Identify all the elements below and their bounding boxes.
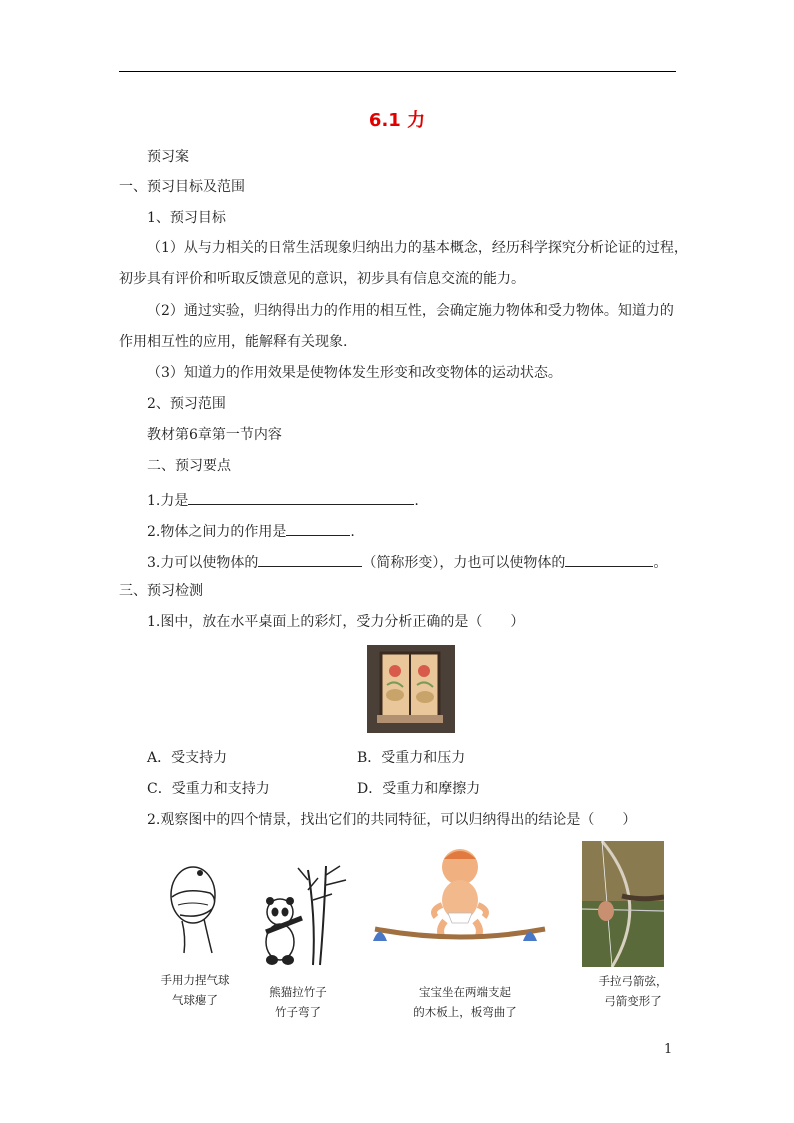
q2-prefix: 2.物体之间力的作用是 (147, 524, 287, 540)
caption-panda-2: 竹子弯了 (275, 1005, 321, 1019)
range-heading: 2、预习范围 (147, 396, 226, 412)
caption-baby-2: 的木板上，板弯曲了 (413, 1005, 517, 1019)
goal1-line2: 初步具有评价和听取反馈意见的意识，初步具有信息交流的能力。 (119, 271, 525, 287)
q3-middle: （简称形变），力也可以使物体的 (362, 555, 566, 571)
caption-balloon-2: 气球瘪了 (172, 993, 218, 1007)
caption-panda-1: 熊猫拉竹子 (269, 985, 327, 999)
question-line-2 (147, 519, 355, 542)
q3-suffix: 。 (653, 555, 668, 571)
baby-board-image (370, 845, 550, 955)
part3-heading: 三、预习检测 (119, 583, 203, 599)
goal3: （3）知道力的作用效果是使物体发生形变和改变物体的运动状态。 (147, 365, 562, 381)
goal1-line1: （1）从与力相关的日常生活现象归纳出力的基本概念，经历科学探究分析论证的过程， (147, 240, 688, 256)
panda-bamboo-image (258, 860, 358, 970)
q1-prefix: 1.力是 (147, 493, 189, 509)
option-c: C．受重力和支持力 (147, 781, 270, 797)
check-q1: 1.图中，放在水平桌面上的彩灯，受力分析正确的是（ ） (147, 614, 525, 630)
range-text: 教材第6章第一节内容 (147, 427, 282, 443)
lantern-image (367, 645, 455, 733)
page-title: 6.1 力 (368, 110, 426, 131)
goal2-line2: 作用相互性的应用，能解释有关现象. (119, 334, 348, 350)
option-d: D．受重力和摩擦力 (357, 781, 481, 797)
goal-heading: 1、预习目标 (147, 210, 226, 226)
caption-baby-1: 宝宝坐在两端支起 (419, 985, 511, 999)
part2-heading: 二、预习要点 (147, 458, 231, 474)
page-number: 1 (664, 1042, 673, 1057)
section-preview: 预习案 (147, 149, 189, 165)
caption-bow-2: 弓箭变形了 (604, 994, 662, 1008)
q1-suffix: . (414, 493, 419, 509)
q2-suffix: . (350, 524, 355, 540)
check-q2: 2.观察图中的四个情景，找出它们的共同特征，可以归纳得出的结论是（ ） (147, 812, 637, 828)
option-a: A．受支持力 (147, 750, 228, 766)
q3-blank-2[interactable] (565, 550, 653, 567)
q1-blank[interactable] (188, 488, 414, 505)
option-b: B．受重力和压力 (357, 750, 466, 766)
q2-blank[interactable] (286, 519, 350, 536)
goal2-line1: （2）通过实验，归纳得出力的作用的相互性，会确定施力物体和受力物体。知道力的 (147, 303, 674, 319)
bow-arrow-image (582, 841, 664, 967)
caption-balloon-1: 手用力捏气球 (160, 973, 230, 987)
q3-prefix: 3.力可以使物体的 (147, 555, 259, 571)
part1-heading: 一、预习目标及范围 (119, 179, 245, 195)
caption-bow-1: 手拉弓箭弦， (598, 974, 668, 988)
balloon-hand-image (160, 857, 230, 957)
question-line-3 (147, 550, 667, 573)
question-line-1 (147, 488, 419, 511)
q3-blank-1[interactable] (258, 550, 362, 567)
header-rule (119, 71, 676, 72)
